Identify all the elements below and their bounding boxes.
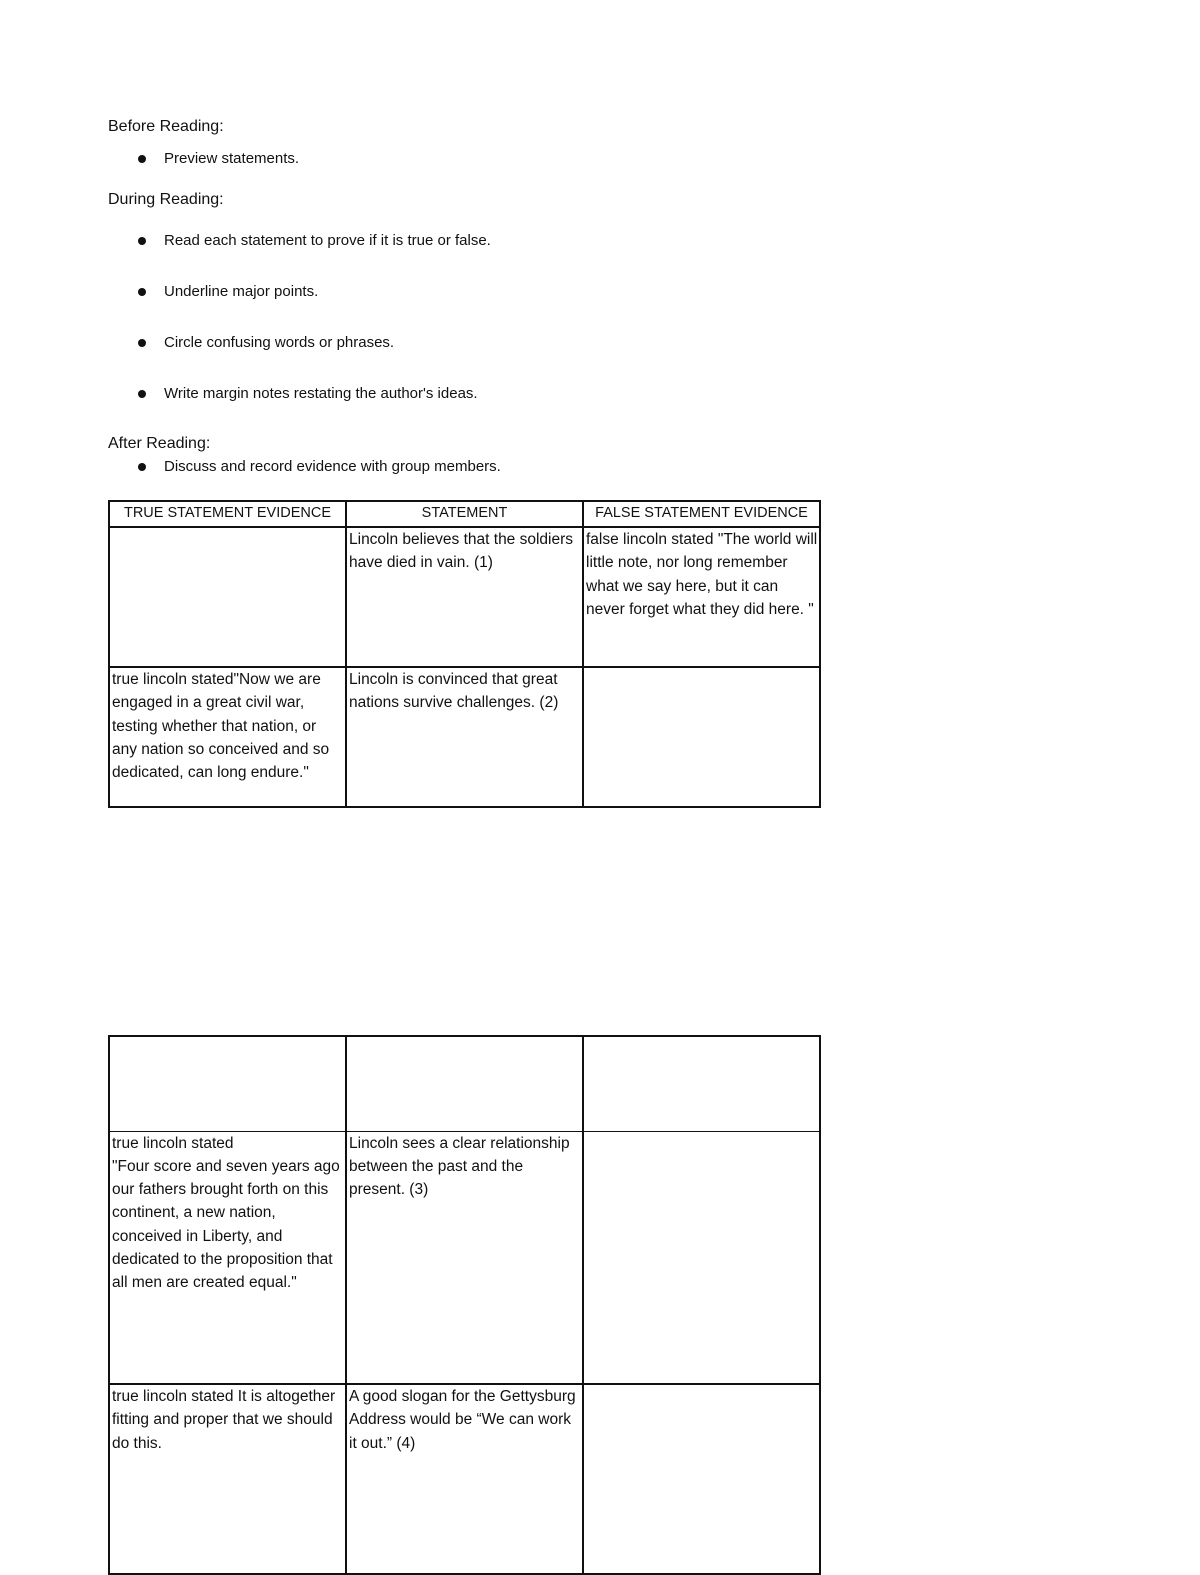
- table-row: [109, 1131, 820, 1384]
- bullet-icon: [138, 288, 146, 296]
- table-header-row: [109, 501, 820, 527]
- list-item-text: Circle confusing words or phrases.: [164, 334, 395, 351]
- bullet-icon: [138, 339, 146, 347]
- table-row: [109, 1036, 820, 1131]
- bullet-icon: [138, 237, 146, 245]
- bullet-icon: [138, 463, 146, 471]
- list-item-text: Underline major points.: [164, 283, 319, 300]
- column-header-false-evidence: FALSE STATEMENT EVIDENCE: [583, 501, 820, 527]
- true-evidence-cell: [109, 527, 346, 667]
- table-row: [109, 1384, 820, 1574]
- list-item-text: Read each statement to prove if it is true or false.: [164, 232, 491, 249]
- list-item-text: Discuss and record evidence with group members.: [164, 458, 501, 475]
- after-reading-heading: After Reading:: [108, 435, 211, 452]
- evidence-table-1: [108, 500, 821, 808]
- false-evidence-cell: false lincoln stated "The world will little note, nor long remember what we say here, but it can never forget what they did here. ": [583, 527, 820, 667]
- column-header-statement: STATEMENT: [346, 501, 583, 527]
- bullet-icon: [138, 155, 146, 163]
- list-item-text: Preview statements.: [164, 150, 300, 167]
- before-reading-heading: Before Reading:: [108, 118, 224, 135]
- during-reading-heading: During Reading:: [108, 191, 224, 208]
- bullet-icon: [138, 390, 146, 398]
- true-evidence-cell: true lincoln stated"Now we are engaged in a great civil war, testing whether that nation, or any nation so conceived and so dedicated, can long endure.": [109, 667, 346, 807]
- true-evidence-cell: true lincoln stated It is altogether fitting and proper that we should do this.: [109, 1384, 346, 1574]
- statement-cell: Lincoln sees a clear relationship between the past and the present. (3): [346, 1131, 583, 1384]
- evidence-table-2: [108, 1035, 821, 1575]
- table-row: [109, 667, 820, 807]
- true-evidence-cell: true lincoln stated "Four score and seven years ago our fathers brought forth on this continent, a new nation, conceived in Liberty, and dedicated to the proposition that all men are created equal.": [109, 1131, 346, 1384]
- column-header-true-evidence: TRUE STATEMENT EVIDENCE: [109, 501, 346, 527]
- statement-cell: A good slogan for the Gettysburg Address would be “We can work it out.” (4): [346, 1384, 583, 1574]
- table-row: [109, 527, 820, 667]
- true-evidence-cell: [109, 1036, 346, 1131]
- false-evidence-cell: [583, 1131, 820, 1384]
- false-evidence-cell: [583, 1036, 820, 1131]
- false-evidence-cell: [583, 1384, 820, 1574]
- statement-cell: Lincoln believes that the soldiers have died in vain. (1): [346, 527, 583, 667]
- false-evidence-cell: [583, 667, 820, 807]
- list-item-text: Write margin notes restating the author's ideas.: [164, 385, 478, 402]
- statement-cell: [346, 1036, 583, 1131]
- statement-cell: Lincoln is convinced that great nations survive challenges. (2): [346, 667, 583, 807]
